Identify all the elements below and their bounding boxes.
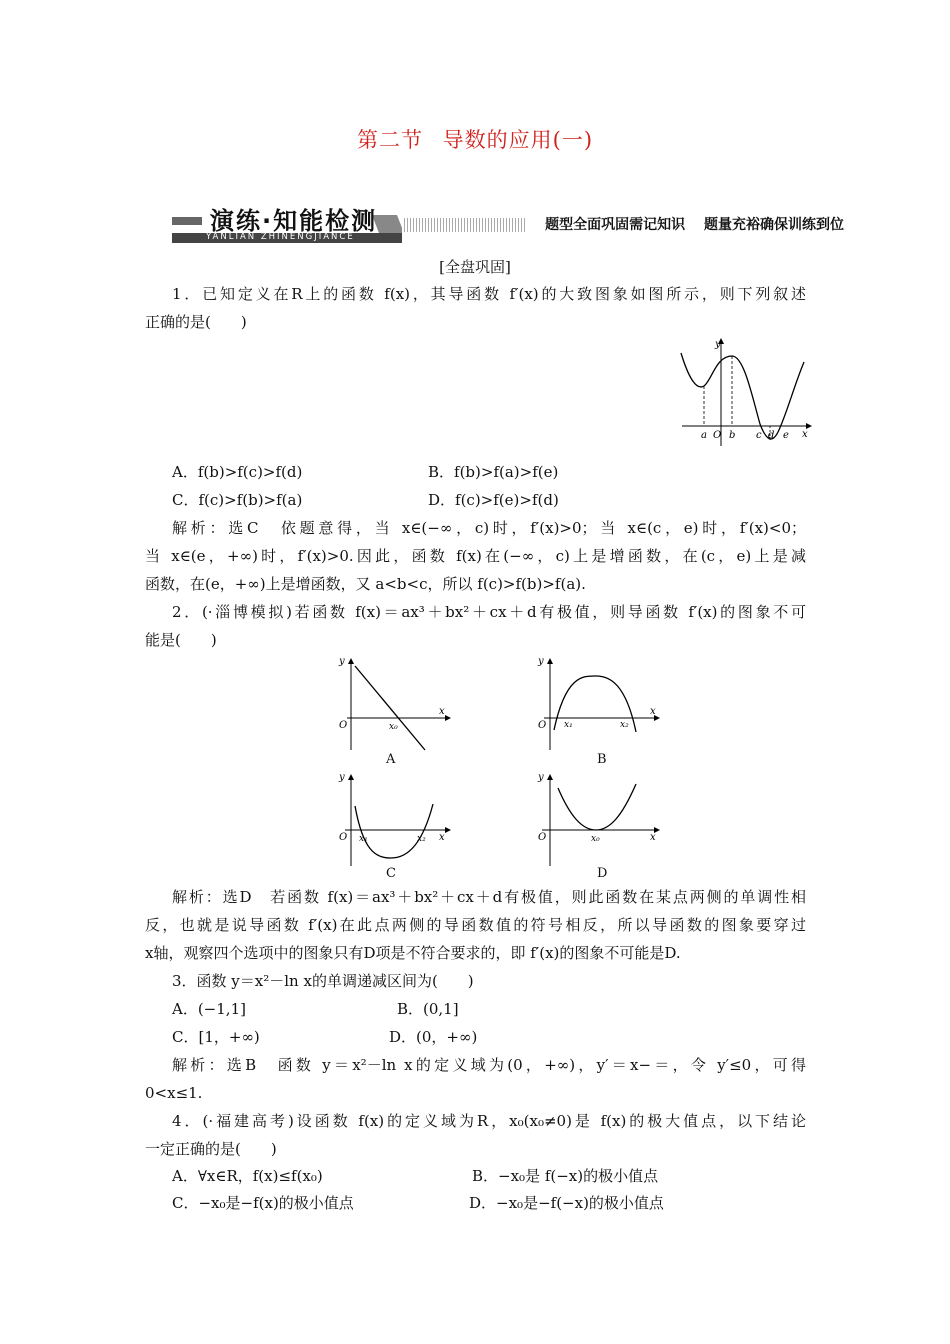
q1-graph-x-label: x [802,429,808,440]
q2-graph-d [530,770,660,868]
q1-solution-line3: 函数，在(e，+∞)上是增函数，又 a<b<c，所以 f(c)>f(b)>f(a). [145,575,586,593]
q2-caption-d: D [597,866,608,881]
q2c-x1: x₁ [359,834,368,844]
q1-graph-e: e [783,430,789,441]
title-topic: 导数的应用(一) [442,128,594,152]
q2-graph-c [333,770,451,868]
q4-stem-line2: 一定正确的是( ) [145,1140,277,1158]
q3-option-a: A．(−1,1] [172,1000,246,1018]
banner-slogan [527,214,848,234]
q2b-y: y [538,656,544,667]
q3-stem: 3．函数 y＝x²－ln x的单调递减区间为( ) [172,972,474,990]
q2-graph-a [333,654,451,752]
q1-graph-d: d [768,430,775,441]
q2-stem-line1: 2．(·淄博模拟)若函数 f(x)＝ax³＋bx²＋cx＋d有极值，则导函数 f′(x)的图象不可 [172,603,806,621]
q2d-x: x [650,832,656,843]
q3-option-b: B．(0,1] [397,1000,459,1018]
q4-option-a: A．∀x∈R，f(x)≤f(x₀) [172,1167,323,1185]
q4-option-d: D．−x₀是−f(−x)的极小值点 [469,1194,664,1212]
q2c-x: x [439,832,445,843]
q3-solution-line2: 0<x≤1. [145,1084,203,1102]
q2-stem-line2: 能是( ) [145,631,217,649]
banner-subtitle: YANLIAN ZHINENGJIANCE [206,232,355,242]
q1-derivative-graph [676,336,812,448]
q3-option-c: C．[1，+∞) [172,1028,260,1046]
q2a-y: y [339,656,345,667]
q1-graph-b: b [729,430,736,441]
q2a-origin: O [339,720,348,731]
q2b-x2: x₂ [620,720,629,730]
page-title [0,124,950,154]
q2-solution-line1: 解析：选D 若函数 f(x)＝ax³＋bx²＋cx＋d有极值，则此函数在某点两侧的单调性相 [172,888,806,906]
q2b-x: x [650,706,656,717]
q1-graph-y-label: y [715,339,721,350]
q2c-x2: x₂ [417,834,426,844]
section-banner [172,201,848,243]
q4-option-c: C．−x₀是−f(x)的极小值点 [172,1194,354,1212]
q1-option-a: A．f(b)>f(c)>f(d) [172,463,303,481]
q2-solution-line2: 反，也就是说导函数 f′(x)在此点两侧的导函数值的符号相反，所以导函数的图象要穿过 [145,916,806,934]
q2b-x1: x₁ [564,720,573,730]
section-label: [全盘巩固] [439,258,511,276]
q1-graph-origin: O [713,430,722,441]
q1-option-d: D．f(c)>f(e)>f(d) [428,491,559,509]
q2-caption-a: A [386,752,396,767]
q1-solution-line2: 当 x∈(e，+∞)时，f′(x)>0.因此，函数 f(x)在(−∞，c)上是增函数，在(c，e)上是减 [145,547,806,565]
q2d-x0: x₀ [591,834,600,844]
q1-graph-a: a [701,430,707,441]
q2-graph-b [530,654,660,752]
q1-solution-line1: 解析：选C 依题意得，当 x∈(−∞，c)时，f′(x)>0；当 x∈(c，e)时，f′(x)<0； [172,519,806,537]
q1-option-c: C．f(c)>f(b)>f(a) [172,491,303,509]
q2-caption-b: B [597,752,607,767]
title-section: 第二节 [356,128,423,152]
q2b-origin: O [538,720,547,731]
q2c-origin: O [339,832,348,843]
q4-stem-line1: 4．(·福建高考)设函数 f(x)的定义域为R，x₀(x₀≠0)是 f(x)的极大值点，以下结论 [172,1112,806,1130]
q2a-x0: x₀ [389,722,398,732]
q1-stem-line2: 正确的是( ) [145,313,247,331]
q1-option-b: B．f(b)>f(a)>f(e) [428,463,559,481]
q2d-y: y [538,772,544,783]
q1-graph-c: c [756,430,762,441]
q2-caption-c: C [386,866,396,881]
q3-option-d: D．(0，+∞) [389,1028,478,1046]
q3-solution-line1: 解析：选B 函数 y＝x²－ln x的定义域为(0，+∞)，y′＝x−＝，令 y′≤0，可得 [172,1056,806,1074]
q1-stem-line1: 1．已知定义在R上的函数 f(x)，其导函数 f′(x)的大致图象如图所示，则下列叙述 [172,285,806,303]
banner-title: 演练·知能检测 [210,207,378,235]
q2-solution-line3: x轴，观察四个选项中的图象只有D项是不符合要求的，即 f′(x)的图象不可能是D. [145,944,681,962]
banner-slogan-2: 题量充裕确保训练到位 [704,217,844,233]
q2a-x: x [439,706,445,717]
q4-option-b: B．−x₀是 f(−x)的极小值点 [472,1167,659,1185]
q2c-y: y [339,772,345,783]
q2d-origin: O [538,832,547,843]
banner-slogan-1: 题型全面巩固需记知识 [545,217,686,233]
